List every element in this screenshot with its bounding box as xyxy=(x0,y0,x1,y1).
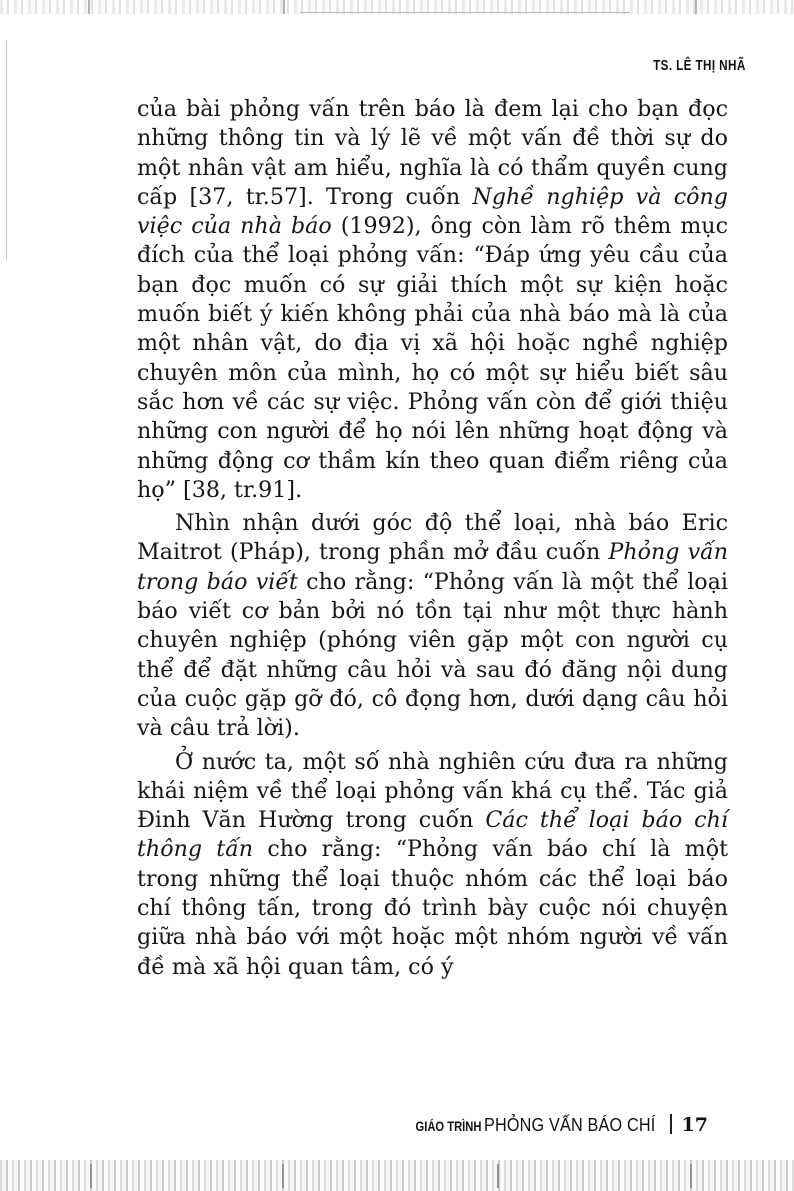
page-number: 17 xyxy=(681,1114,708,1136)
book-title: Nghề nghiệp và công việc của nhà báo xyxy=(137,183,728,240)
scan-mark xyxy=(282,1164,284,1188)
scan-mark xyxy=(695,0,697,14)
scan-rule xyxy=(300,12,630,13)
scan-mark xyxy=(283,0,285,14)
scan-mark xyxy=(90,1164,92,1188)
scan-mark xyxy=(690,1164,692,1188)
page-footer xyxy=(399,1111,708,1136)
scan-artifact-top xyxy=(0,0,794,14)
body-text xyxy=(137,95,728,982)
scan-mark xyxy=(497,1164,499,1188)
paragraph-3: Ở nước ta, một số nhà nghiên cứu đưa ra những khái niệm về thể loại phỏng vấn khá cụ thể. Tác giả Đinh Văn Hường trong cuốn Các thể loại báo chí thông tấn cho rằng: “Phỏng vấn báo chí là một trong những thể loại thuộc nhóm các thể loại báo chí thông tấn, trong đó trình bày cuộc nói chuyện giữa nhà báo với một hoặc một nhóm người về vấn đề mà xã hội quan tâm, có ý xyxy=(137,748,728,980)
footer-divider xyxy=(670,1114,672,1134)
paragraph-2: Nhìn nhận dưới góc độ thể loại, nhà báo Eric Maitrot (Pháp), trong phần mở đầu cuốn Phỏng vấn trong báo viết cho rằng: “Phỏng vấn là một thể loại báo viết cơ bản bởi nó tồn tại như một thực hành chuyên nghiệp (phóng viên gặp một con người cụ thể để đặt những câu hỏi và sau đó đăng nội dung của cuộc gặp gỡ đó, cô đọng hơn, dưới dạng câu hỏi và câu trả lời). xyxy=(137,510,728,742)
book-title: Các thể loại báo chí thông tấn xyxy=(137,807,728,863)
scan-mark xyxy=(88,0,90,14)
running-head-author: TS. LÊ THỊ NHÃ xyxy=(653,57,746,74)
scan-artifact-bottom xyxy=(0,1160,794,1191)
footer-series-prefix: GIÁO TRÌNH xyxy=(415,1118,482,1134)
scan-artifact-left xyxy=(6,40,7,260)
paragraph-1: của bài phỏng vấn trên báo là đem lại cho bạn đọc những thông tin và lý lẽ về một vấn đề thời sự do một nhân vật am hiểu, nghĩa là có thẩm quyền cung cấp [37, tr.57]. Trong cuốn Nghề nghiệp và công việc của nhà báo (1992), ông còn làm rõ thêm mục đích của thể loại phỏng vấn: “Đáp ứng yêu cầu của bạn đọc muốn có sự giải thích một sự kiện hoặc muốn biết ý kiến không phải của nhà báo mà là của một nhân vật, do địa vị xã hội hoặc nghề nghiệp chuyên môn của mình, họ có một sự hiểu biết sâu sắc hơn về các sự việc. Phỏng vấn còn để giới thiệu những con người để họ nói lên những hoạt động và những động cơ thầm kín theo quan điểm riêng của họ” [38, tr.91]. xyxy=(137,96,728,503)
book-title: Phỏng vấn trong báo viết xyxy=(137,539,728,595)
footer-series-title: PHỎNG VẤN BÁO CHÍ xyxy=(483,1115,656,1135)
